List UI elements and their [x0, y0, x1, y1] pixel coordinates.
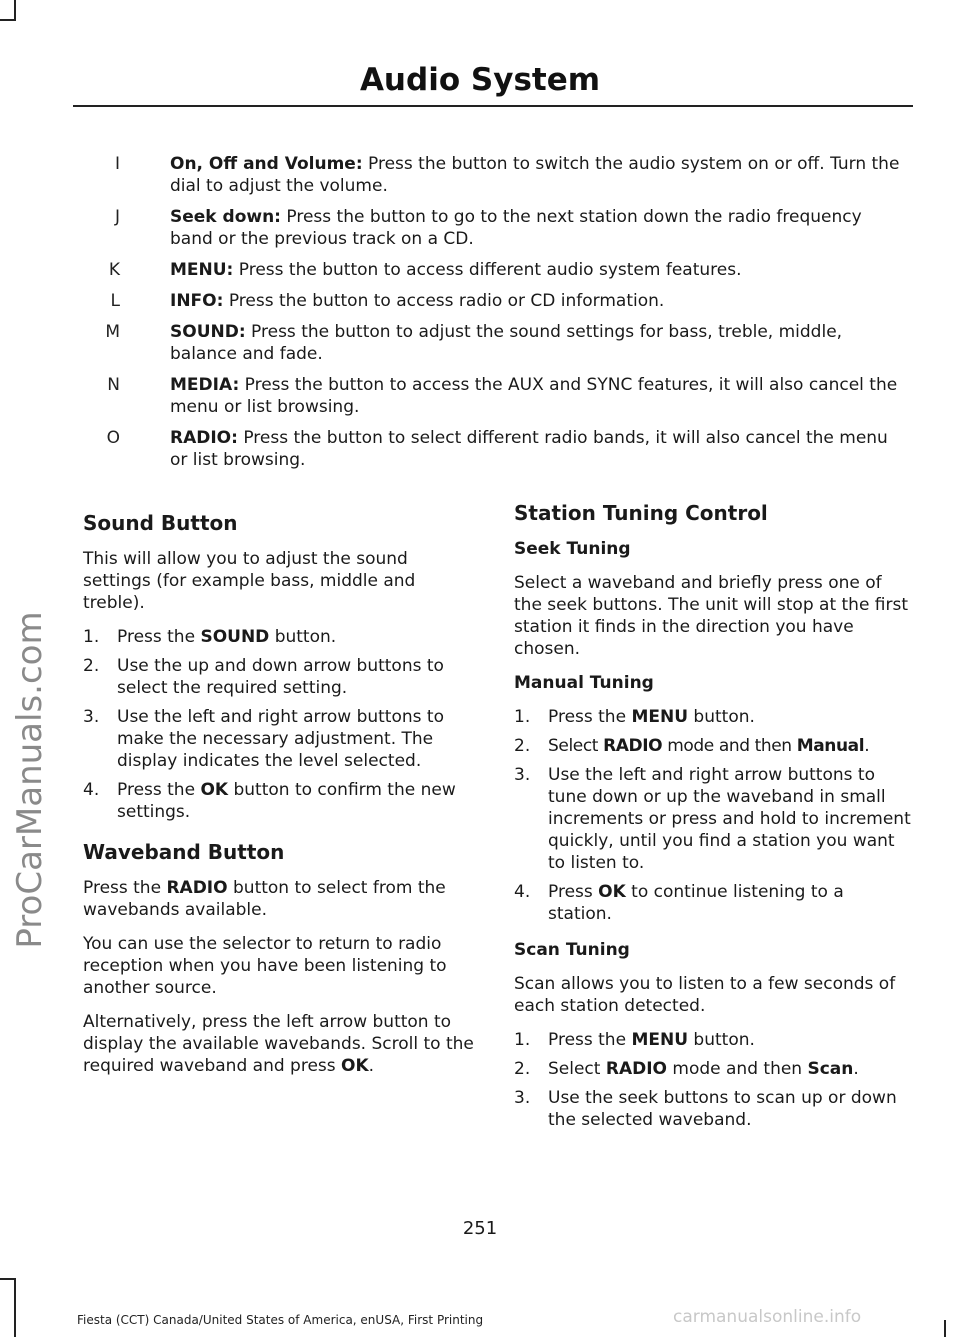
waveband-paragraph — [83, 877, 478, 921]
legend-key: M — [105, 322, 120, 342]
step-text-part: Select — [548, 1059, 606, 1079]
step-text — [117, 626, 478, 648]
step-text — [548, 735, 911, 757]
seek-tuning-heading: Seek Tuning — [514, 539, 631, 559]
list-item — [83, 655, 478, 699]
legend-text: Press the button to select different radio bands, it will also cancel the menu or list browsing. — [170, 428, 888, 470]
left-column — [83, 510, 478, 1089]
step-keyword: Scan — [807, 1059, 854, 1079]
step-keyword: OK — [598, 882, 626, 902]
waveband-button-heading: Waveband Button — [83, 840, 285, 864]
legend-text: Press the button to access different audio system features. — [233, 260, 742, 280]
legend-term: INFO: — [170, 291, 224, 311]
footer-edition: Fiesta (CCT) Canada/United States of America, enUSA, First Printing — [77, 1313, 484, 1327]
step-text-part: . — [864, 736, 870, 756]
step-keyword: RADIO — [605, 1059, 667, 1079]
waveband-paragraph — [83, 1011, 478, 1077]
legend-term: On, Off and Volume: — [170, 154, 363, 174]
legend-row — [80, 321, 910, 365]
list-item — [514, 881, 911, 925]
legend-term: RADIO: — [170, 428, 238, 448]
legend-row — [80, 427, 910, 471]
legend-text: Press the button to adjust the sound settings for bass, treble, middle, balance and fade. — [170, 322, 843, 364]
footer-watermark: carmanualsonline.info — [673, 1307, 862, 1327]
legend-row — [80, 259, 910, 281]
step-keyword: MENU — [631, 1030, 689, 1050]
step-number: 3. — [83, 707, 100, 727]
legend-row — [80, 290, 910, 312]
step-text-part: Use the seek buttons to scan up or down the selected waveband. — [548, 1088, 897, 1130]
sidebar-watermark — [2, 500, 58, 1060]
keyword: OK — [341, 1056, 369, 1076]
step-number: 2. — [83, 656, 100, 676]
scan-tuning-heading: Scan Tuning — [514, 940, 630, 960]
legend-row — [80, 206, 910, 250]
legend-row — [80, 374, 910, 418]
step-keyword: RADIO — [603, 736, 663, 756]
legend-description — [170, 259, 905, 281]
legend-text: Press the button to access radio or CD information. — [223, 291, 665, 311]
step-number: 1. — [514, 707, 531, 727]
step-keyword: MENU — [631, 707, 689, 727]
text-part: Press the — [83, 878, 167, 898]
step-text-part: button. — [269, 627, 337, 647]
step-keyword: OK — [200, 780, 229, 800]
step-text — [548, 881, 911, 925]
step-text-part: button to confirm the new settings. — [117, 780, 456, 822]
crop-mark — [944, 1320, 946, 1337]
legend-description — [170, 290, 905, 312]
list-item — [514, 1058, 911, 1080]
step-number: 2. — [514, 1059, 531, 1079]
station-tuning-heading: Station Tuning Control — [514, 501, 768, 525]
list-item — [514, 1029, 911, 1051]
step-text-part: button. — [688, 707, 755, 727]
sidebar-watermark-text: ProCarManuals.com — [10, 611, 50, 949]
step-text-part: Select — [548, 736, 604, 756]
step-text-part: Press — [548, 882, 599, 902]
legend-key: L — [110, 291, 120, 311]
step-number: 3. — [514, 765, 531, 785]
step-text-part: Press the — [117, 627, 201, 647]
step-text-part: to continue listening to a station. — [548, 882, 844, 924]
crop-mark — [14, 0, 16, 20]
list-item — [83, 626, 478, 648]
step-text-part: Press the — [117, 780, 201, 800]
legend-term: SOUND: — [170, 322, 246, 342]
text-part: button to select from the wavebands available. — [83, 878, 446, 920]
legend-key: O — [106, 428, 120, 448]
crop-mark — [14, 1278, 16, 1337]
legend-text: Press the button to switch the audio system on or off. Turn the dial to adjust the volume. — [170, 154, 900, 196]
step-number: 4. — [514, 882, 531, 902]
step-text-part: button. — [688, 1030, 755, 1050]
sound-button-heading: Sound Button — [83, 511, 238, 535]
step-text — [117, 779, 478, 823]
legend-term: MEDIA: — [170, 375, 240, 395]
legend-key: J — [114, 207, 120, 227]
legend-key: N — [107, 375, 120, 395]
keyword: RADIO — [166, 878, 228, 898]
step-text — [548, 1029, 911, 1051]
text-part: . — [368, 1056, 375, 1076]
step-text-part: Press the — [548, 1030, 632, 1050]
step-text — [548, 706, 911, 728]
manual-tuning-heading: Manual Tuning — [514, 673, 654, 693]
legend-description — [170, 374, 905, 418]
step-text — [548, 1058, 911, 1080]
step-number: 2. — [514, 736, 531, 756]
legend-text: Press the button to access the AUX and SYNC features, it will also cancel the menu or list browsing. — [170, 375, 898, 417]
step-keyword: SOUND — [200, 627, 270, 647]
step-text-part: Use the up and down arrow buttons to select the required setting. — [117, 656, 444, 698]
list-item — [514, 764, 911, 874]
legend-description — [170, 206, 905, 250]
legend-key: K — [108, 260, 120, 280]
step-keyword: Manual — [796, 736, 865, 756]
legend-row — [80, 153, 910, 197]
list-item — [83, 706, 478, 772]
step-number: 3. — [514, 1088, 531, 1108]
legend-key: I — [114, 154, 120, 174]
step-text-part: Press the — [548, 707, 632, 727]
legend-description — [170, 427, 905, 471]
step-number: 1. — [83, 627, 100, 647]
list-item — [514, 1087, 911, 1131]
scan-tuning-text: Scan allows you to listen to a few seconds of each station detected. — [514, 974, 896, 1016]
button-legend — [80, 153, 910, 480]
step-text-part: Use the left and right arrow buttons to make the necessary adjustment. The display indicates the level selected. — [117, 707, 444, 771]
step-text-part: . — [853, 1059, 859, 1079]
step-text-part: mode and then — [667, 1059, 808, 1079]
crop-mark — [0, 1278, 16, 1280]
step-number: 1. — [514, 1030, 531, 1050]
legend-term: MENU: — [170, 260, 234, 280]
list-item — [514, 735, 911, 757]
legend-term: Seek down: — [170, 207, 281, 227]
step-text — [117, 706, 478, 772]
step-text-part: Use the left and right arrow buttons to tune down or up the waveband in small increments or press and hold to increment quickly, until you find a station you want to listen to. — [548, 765, 911, 873]
step-text — [117, 655, 478, 699]
step-number: 4. — [83, 780, 100, 800]
legend-text: Press the button to go to the next station down the radio frequency band or the previous track on a CD. — [170, 207, 862, 249]
title-divider — [73, 105, 913, 107]
waveband-paragraph: You can use the selector to return to radio reception when you have been listening to another source. — [83, 934, 447, 998]
page-title: Audio System — [359, 62, 601, 98]
right-column — [514, 500, 911, 1138]
legend-description — [170, 321, 905, 365]
list-item — [83, 779, 478, 823]
legend-description — [170, 153, 905, 197]
seek-tuning-text: Select a waveband and briefly press one of the seek buttons. The unit will stop at the first station it finds in the direction you have chosen. — [514, 573, 909, 659]
text-part: Alternatively, press the left arrow button to display the available wavebands. Scroll to the required waveband and press — [83, 1012, 474, 1076]
page-number: 251 — [462, 1218, 498, 1239]
crop-mark — [0, 19, 16, 21]
list-item — [514, 706, 911, 728]
sound-intro: This will allow you to adjust the sound settings (for example bass, middle and treble). — [83, 549, 416, 613]
step-text — [548, 764, 911, 874]
step-text — [548, 1087, 911, 1131]
step-text-part: mode and then — [662, 736, 797, 756]
